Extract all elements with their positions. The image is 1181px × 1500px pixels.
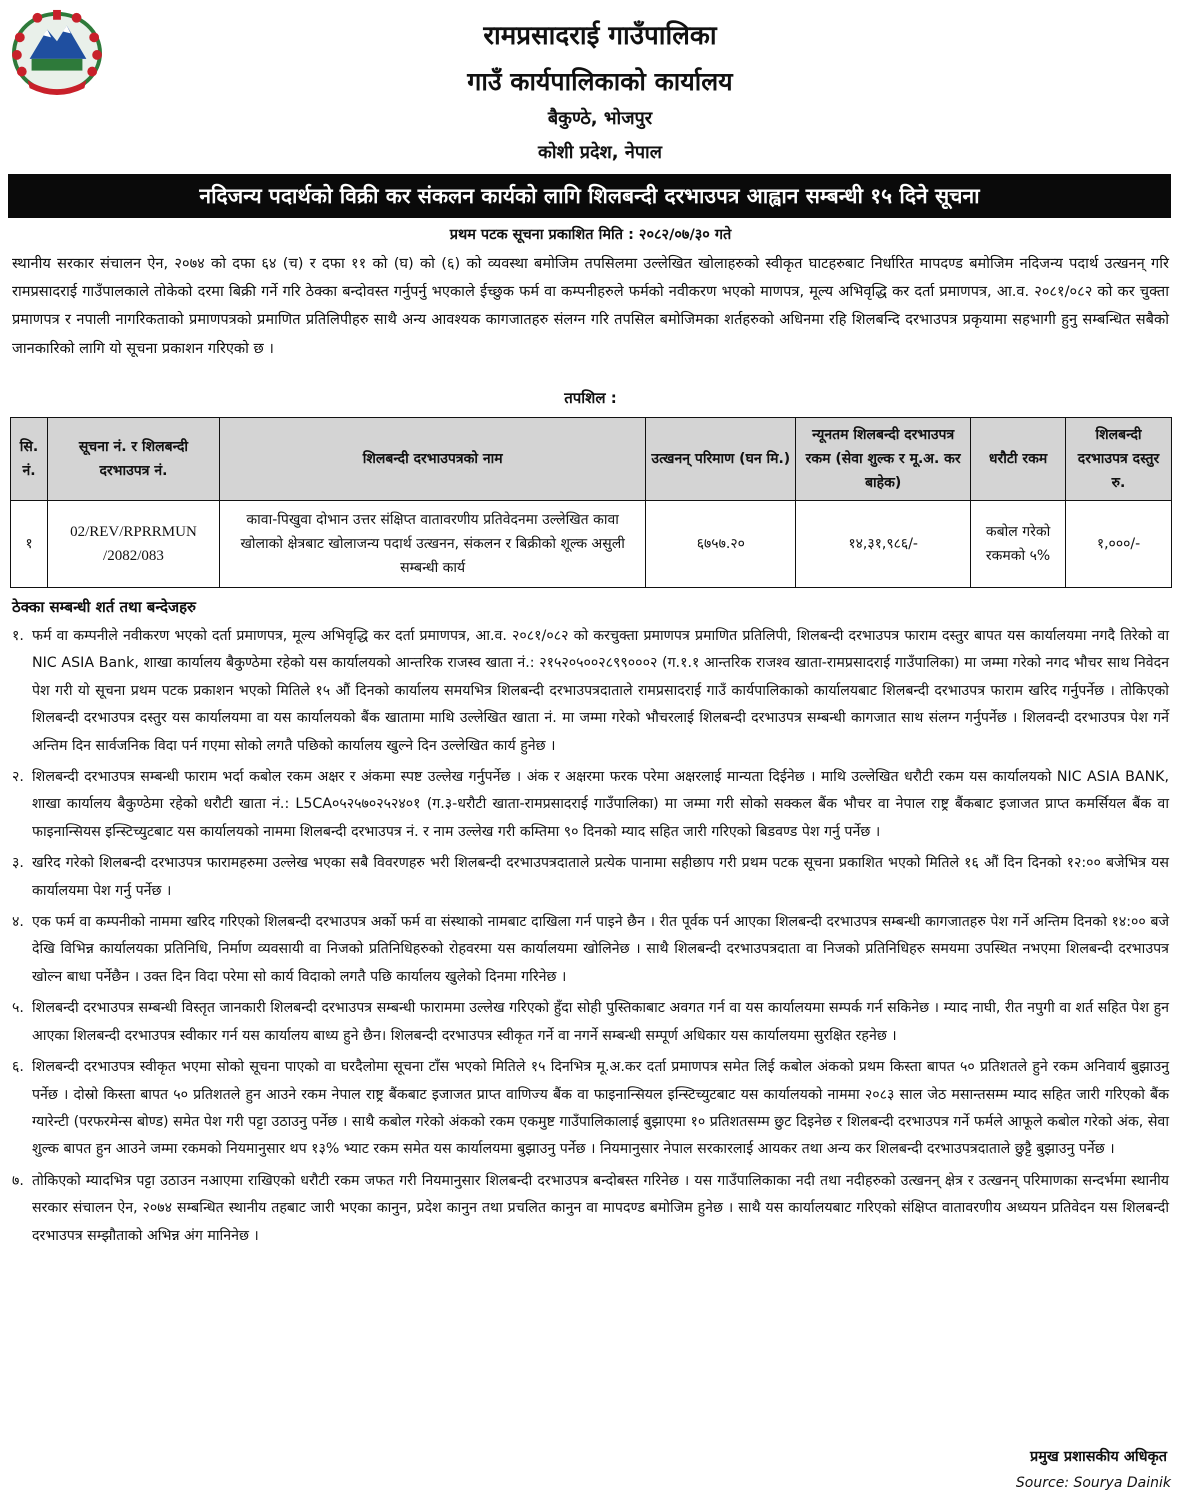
cell-deposit: कबोल गरेको रकमको ५%	[971, 501, 1066, 588]
term-number: ३.	[12, 855, 24, 872]
col-header-min-amount: न्यूनतम शिलबन्दी दरभाउपत्र रकम (सेवा शुल्क र मू.अ. कर बाहेक)	[796, 418, 971, 501]
term-number: ४.	[12, 914, 24, 931]
nepal-government-emblem-icon	[8, 8, 106, 96]
term-text: शिलबन्दी दरभाउपत्र सम्बन्धी फाराम भर्दा कबोल रकम अक्षर र अंकमा स्पष्ट उल्लेख गर्नुपर्नेछ । अंक र अक्षरमा फरक परेमा अक्षरलाई मान्यता दिईनेछ । माथि उल्लेखित धरौटी रकम यस कार्यालयको NIC ASIA BANK, शाखा कार्यालय बैकुण्ठेमा रहेको धरौटी खाता नं.: L5CA०५२५७०२५२४०१ (ग.३-धरौटी खाता-रामप्रसादराई गाउँपालिका) मा जम्मा गरी सोको सक्कल बैंक भौचर वा नेपाल राष्ट्र बैंकबाट इजाजत प्राप्त कमर्सियल बैंक वा फाइनान्सियस इन्स्टिच्युटबाट यस कार्यालयको नाममा शिलबन्दी दरभाउपत्र नं. र नाम उल्लेख गरी कम्तिमा ९० दिनको म्याद सहित जारी गरिएको बिडवण्ड पेश गर्नु पर्नेछ ।	[32, 769, 1169, 840]
col-header-fee: शिलबन्दी दरभाउपत्र दस्तुर रु.	[1066, 418, 1172, 501]
terms-list	[12, 623, 1169, 1254]
cell-notice-no: 02/REV/RPRRMUN /2082/083	[47, 501, 219, 588]
list-item	[12, 623, 1169, 760]
term-text: फर्म वा कम्पनीले नवीकरण भएको दर्ता प्रमाणपत्र, मूल्य अभिवृद्धि कर दर्ता प्रमाणपत्र, आ.व. २०८१/०८२ को करचुक्ता प्रमाणपत्र प्रमाणित प्रतिलिपी, शिलबन्दी दरभाउपत्र फाराम दस्तुर बापत यस कार्यालयमा नगदै तिरेको वा NIC ASIA Bank, शाखा कार्यालय बैकुण्ठेमा रहेको यस कार्यालयको आन्तरिक राजस्व खाता नं.: २१५२०५००२८९९०००२ (ग.१.१ आन्तरिक राजश्व खाता-रामप्रसादराई गाउँपालिका) मा जम्मा गरेको नगद भौचर साथ निवेदन पेश गरी यो सूचना प्रथम पटक प्रकाशन भएको मितिले १५ औं दिनको कार्यालय समयभित्र शिलबन्दी दरभाउपत्रदाताले रामप्रसादराई गाउँ कार्यपालिकाको कार्यालयबाट शिलबन्दी दरभाउपत्र फाराम खरिद गर्नुपर्नेछ । तोकिएको शिलबन्दी दरभाउपत्र दस्तुर यस कार्यालयमा वा यस कार्यालयको बैंक खातामा माथि उल्लेखित खाता नं. मा जम्मा गरेको भौचरलाई शिलबन्दी दरभाउपत्र सम्बन्धी कागजात साथ संलग्न गर्नुपर्नेछ । शिलवन्दी दरभाउपत्र पेश गर्ने अन्तिम दिन सार्वजनिक विदा पर्न गएमा सोको लगतै पछिको कार्यालय खुल्ने दिन उल्लेखित कार्य हुनेछ ।	[32, 628, 1169, 754]
list-item	[12, 850, 1169, 905]
source-credit: Source: Sourya Dainik	[1015, 1475, 1171, 1491]
term-text: तोकिएको म्यादभित्र पट्टा उठाउन नआएमा राखिएको धरौटी रकम जफत गरी नियमानुसार शिलबन्दी दरभाउपत्र बन्दोबस्त गरिनेछ । यस गाउँपालिकाका नदी तथा नदीहरुको उत्खनन् क्षेत्र र उत्खनन् परिमाणका सन्दर्भमा स्थानीय सरकार संचालन ऐन, २०७४ सम्बन्धित स्थानीय तहबाट जारी भएका कानुन, प्रदेश कानुन तथा प्रचलित कानुन वा मापदण्ड बमोजिम हुनेछ । साथै यस कार्यालयबाट गरिएको संक्षिप्त वातावरणीय अध्ययन प्रतिवेदन यस शिलबन्दी दरभाउपत्र सम्झौताको अभिन्न अंग मानिनेछ ।	[32, 1172, 1169, 1244]
list-item	[12, 764, 1169, 846]
col-header-quantity: उत्खनन् परिमाण (घन मि.)	[646, 418, 796, 501]
province-name: कोशी प्रदेश, नेपाल	[538, 142, 662, 163]
office-name: गाउँ कार्यपालिकाको कार्यालय	[467, 67, 733, 96]
term-number: ७.	[12, 1172, 24, 1189]
publish-date: प्रथम पटक सूचना प्रकाशित मिति : २०८२/०७/३० गते	[449, 227, 732, 243]
term-text: शिलबन्दी दरभाउपत्र स्वीकृत भएमा सोको सूचना पाएको वा घरदैलोमा सूचना टाँस भएको मितिले १५ दिनभित्र मू.अ.कर दर्ता प्रमाणपत्र समेत लिई कबोल अंकको प्रथम किस्ता बापत ५० प्रतिशतले हुने रकम अनिवार्य बुझाउनु पर्नेछ । दोस्रो किस्ता बापत ५० प्रतिशतले हुन आउने रकम नेपाल राष्ट्र बैंकबाट इजाजत प्राप्त वाणिज्य बैंक वा फाइनान्सियल इन्स्टिच्युटबाट यस कार्यालयको नाममा २०८३ साल जेठ मसान्तसम्म म्याद सहित जारी गरिएको बैंक ग्यारेन्टी (परफरमेन्स बोण्ड) समेत पेश गरी पट्टा उठाउनु पर्नेछ । साथै कबोल गरेको अंकको रकम एकमुष्ट गाउँपालिकालाई बुझाएमा १० प्रतिशतसम्म छुट दिइनेछ र शिलबन्दी दरभाउपत्र गर्ने फर्मले आफूले कबोल गरेको अंक, सेवा शुल्क बापत हुन आउने जम्मा रकमको नियमानुसार थप १३% भ्याट रकम समेत यस कार्यालयमा बुझाउनु पर्नेछ । नियमानुसार नेपाल सरकारलाई आयकर तथा अन्य कर शिलबन्दी दरभाउपत्रदाताले छुट्टै बुझाउनु पर्नेछ ।	[32, 1059, 1169, 1158]
term-text: खरिद गरेको शिलबन्दी दरभाउपत्र फारामहरुमा उल्लेख भएका सबै विवरणहरु भरी शिलबन्दी दरभाउपत्रदाताले प्रत्येक पानामा सहीछाप गरी प्रथम पटक सूचना प्रकाशित भएको मितिले १६ औं दिन दिनको १२:०० बजेभित्र यस कार्यालयमा पेश गर्नु पर्नेछ ।	[32, 855, 1169, 899]
term-number: ५.	[12, 1000, 24, 1017]
intro-paragraph: स्थानीय सरकार संचालन ऐन, २०७४ को दफा ६४ (च) र दफा ११ को (घ) को (६) को व्यवस्था बमोजिम तपसिलमा उल्लेखित खोलाहरुको स्वीकृत घाटहरुबाट निर्धारित मापदण्ड बमोजिम नदिजन्य पदार्थ उत्खनन् गरि रामप्रसादराई गाउँपालकाले तोकेको दरमा बिक्री गर्ने गरि ठेक्का बन्दोवस्त गर्नुपर्नु भएकाले ईच्छुक फर्म वा कम्पनीहरुले फर्मको नवीकरण भएको माणपत्र, मूल्य अभिवृद्धि कर दर्ता प्रमाणपत्र, आ.व. २०८१/०८२ को कर चुक्ता प्रमाणपत्र र नपाली नागरिकताको प्रमाणपत्रको प्रमाणित प्रतिलिपीहरु साथै अन्य आवश्यक कागजातहरु संलग्न गरि तपसिल बमोजिमका शर्तहरुको अधिनमा रहि शिलबन्दि दरभाउपत्र प्रकृयामा सहभागी हुनु सम्बन्धित सबैको जानकारिको लागि यो सूचना प्रकाशन गरिएको छ ।	[12, 255, 1169, 357]
list-item	[12, 1168, 1169, 1250]
schedule-heading: तपशिल :	[564, 389, 617, 407]
term-number: १.	[12, 628, 24, 644]
terms-heading: ठेक्का सम्बन्धी शर्त तथा बन्देजहरु	[12, 598, 197, 616]
list-item	[12, 995, 1169, 1050]
list-item	[12, 1054, 1169, 1164]
term-number: ६.	[12, 1059, 24, 1076]
municipality-name: रामप्रसादराई गाउँपालिका	[483, 21, 717, 51]
cell-quantity: ६७५७.२०	[646, 501, 796, 588]
term-text: शिलबन्दी दरभाउपत्र सम्बन्धी विस्तृत जानकारी शिलबन्दी दरभाउपत्र सम्बन्धी फाराममा उल्लेख गरिएको हुँदा सोही पुस्तिकाबाट अवगत गर्न वा यस कार्यालयमा सम्पर्क गर्न सकिनेछ । म्याद नाघी, रीत नपुगी वा शर्त सहित पेश हुन आएका शिलबन्दी दरभाउपत्र स्वीकार गर्न यस कार्यालय बाध्य हुने छैन। शिलबन्दी दरभाउपत्र स्वीकृत गर्ने वा नगर्ने सम्बन्धी सम्पूर्ण अधिकार यस कार्यालयमा सुरक्षित रहनेछ ।	[32, 1000, 1169, 1044]
cell-sn: १	[11, 501, 48, 588]
cell-fee: १,०००/-	[1066, 501, 1172, 588]
term-number: २.	[12, 769, 24, 786]
term-text: एक फर्म वा कम्पनीको नाममा खरिद गरिएको शिलबन्दी दरभाउपत्र अर्को फर्म वा संस्थाको नामबाट दाखिला गर्न पाइने छैन । रीत पूर्वक पर्न आएका शिलबन्दी दरभाउपत्र सम्बन्धी कागजातहरु पेश गर्ने अन्तिम दिनको १४:०० बजे देखि विभिन्न कार्यालयका प्रतिनिधि, निर्माण व्यवसायी वा निजको प्रतिनिधिहरुको रोहवरमा यस कार्यालयमा खोलिनेछ । साथै शिलबन्दी दरभाउपत्रदाता वा निजको प्रतिनिधिहरु समयमा उपस्थित नभएमा शिलबन्दी दरभाउपत्र खोल्न बाधा पर्नेछैन । उक्त दिन विदा परेमा सो कार्य विदाको लगतै पछि कार्यालय खुलेको दिनमा गरिनेछ ।	[32, 914, 1169, 985]
signatory-title: प्रमुख प्रशासकीय अधिकृत	[1030, 1449, 1167, 1465]
notice-title: नदिजन्य पदार्थको विक्री कर संकलन कार्यको लागि शिलबन्दी दरभाउपत्र आह्वान सम्बन्धी १५ दिने सूचना	[8, 174, 1171, 218]
col-header-notice-no: सूचना नं. र शिलबन्दी दरभाउपत्र नं.	[47, 418, 219, 501]
cell-name: कावा-पिखुवा दोभान उत्तर संक्षिप्त वातावरणीय प्रतिवेदनमा उल्लेखित कावा खोलाको क्षेत्रबाट खोलाजन्य पदार्थ उत्खनन, संकलन र बिक्रीको शूल्क असुली सम्बन्धी कार्य	[219, 501, 645, 588]
list-item	[12, 909, 1169, 991]
col-header-name: शिलबन्दी दरभाउपत्रको नाम	[219, 418, 645, 501]
col-header-deposit: धरौटी रकम	[971, 418, 1066, 501]
cell-min-amount: १४,३१,९८६/-	[796, 501, 971, 588]
office-address: बैकुण्ठे, भोजपुर	[547, 108, 653, 129]
schedule-table	[10, 417, 1172, 588]
table-row	[11, 501, 1172, 588]
table-header-row	[11, 418, 1172, 501]
col-header-sn: सि. नं.	[11, 418, 48, 501]
